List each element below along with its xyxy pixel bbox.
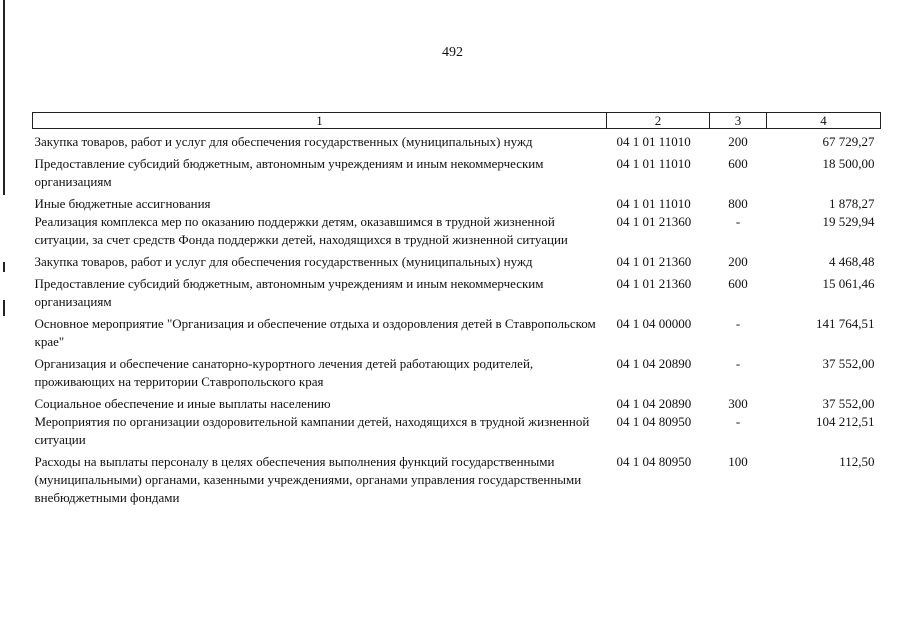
budget-code: 04 1 04 20890 <box>616 396 692 411</box>
scan-edge-mark <box>3 0 5 195</box>
expense-type: 300 <box>728 396 748 411</box>
scan-edge-mark <box>3 262 5 272</box>
budget-code: 04 1 01 21360 <box>616 214 692 229</box>
table-row <box>33 311 881 351</box>
amount: 18 500,00 <box>822 156 875 171</box>
budget-code: 04 1 04 80950 <box>616 414 692 429</box>
expense-type: 600 <box>728 156 748 171</box>
column-header: 2 <box>607 113 710 129</box>
table-row <box>33 249 881 271</box>
expense-type: 600 <box>728 276 748 291</box>
expense-name: Реализация комплекса мер по оказанию поддержки детям, оказавшимся в трудной жизненной ситуации, за счет средств Фонда поддержки детей, находящихся в трудной жизненной ситуации <box>34 214 568 247</box>
budget-code: 04 1 04 20890 <box>616 356 692 371</box>
table-row <box>33 191 881 213</box>
amount: 37 552,00 <box>822 396 875 411</box>
expense-type: - <box>735 316 741 331</box>
column-header: 3 <box>710 113 767 129</box>
expense-name: Закупка товаров, работ и услуг для обеспечения государственных (муниципальных) нужд <box>34 254 533 269</box>
expense-name: Иные бюджетные ассигнования <box>34 196 211 211</box>
expense-type: 200 <box>728 134 748 149</box>
budget-code: 04 1 01 21360 <box>616 276 692 291</box>
column-header: 4 <box>767 113 881 129</box>
table-row <box>33 351 881 391</box>
column-header: 1 <box>33 113 607 129</box>
page-number: 492 <box>442 45 463 60</box>
expense-name: Социальное обеспечение и иные выплаты населению <box>34 396 331 411</box>
budget-code: 04 1 01 11010 <box>616 156 691 171</box>
amount: 141 764,51 <box>816 316 875 331</box>
expense-name: Мероприятия по организации оздоровительной кампании детей, находящихся в трудной жизненной ситуации <box>34 414 590 447</box>
table-row <box>33 213 881 249</box>
expense-name: Закупка товаров, работ и услуг для обеспечения государственных (муниципальных) нужд <box>34 134 533 149</box>
table-header-row <box>33 113 881 129</box>
budget-code: 04 1 04 00000 <box>616 316 692 331</box>
expense-type: 100 <box>728 454 748 469</box>
expense-name: Расходы на выплаты персоналу в целях обеспечения выполнения функций государственными (муниципальными) органами, казенными учреждениями, органами управления государственными внебюджетными фондами <box>34 454 582 505</box>
budget-code: 04 1 01 11010 <box>616 134 691 149</box>
expense-type: - <box>735 356 741 371</box>
table-row <box>33 271 881 311</box>
expense-name: Предоставление субсидий бюджетным, автономным учреждениям и иным некоммерческим организациям <box>34 276 544 309</box>
amount: 1 878,27 <box>829 196 875 211</box>
budget-code: 04 1 04 80950 <box>616 454 692 469</box>
amount: 67 729,27 <box>822 134 875 149</box>
budget-code: 04 1 01 21360 <box>616 254 692 269</box>
expense-name: Основное мероприятие "Организация и обеспечение отдыха и оздоровления детей в Ставропольском крае" <box>34 316 596 349</box>
amount: 112,50 <box>839 454 875 469</box>
expense-type: 200 <box>728 254 748 269</box>
amount: 104 212,51 <box>816 414 875 429</box>
expense-type: - <box>735 414 741 429</box>
budget-table <box>32 112 881 507</box>
table-row <box>33 449 881 507</box>
table-row <box>33 413 881 449</box>
scan-edge-mark <box>3 300 5 316</box>
amount: 19 529,94 <box>822 214 875 229</box>
amount: 15 061,46 <box>822 276 875 291</box>
expense-name: Организация и обеспечение санаторно-курортного лечения детей работающих родителей, проживающих на территории Ставропольского края <box>34 356 534 389</box>
expense-name: Предоставление субсидий бюджетным, автономным учреждениям и иным некоммерческим организациям <box>34 156 544 189</box>
expense-type: 800 <box>728 196 748 211</box>
table-row <box>33 151 881 191</box>
table-row <box>33 129 881 152</box>
table-row <box>33 391 881 413</box>
amount: 37 552,00 <box>822 356 875 371</box>
expense-type: - <box>735 214 741 229</box>
amount: 4 468,48 <box>829 254 875 269</box>
budget-code: 04 1 01 11010 <box>616 196 691 211</box>
